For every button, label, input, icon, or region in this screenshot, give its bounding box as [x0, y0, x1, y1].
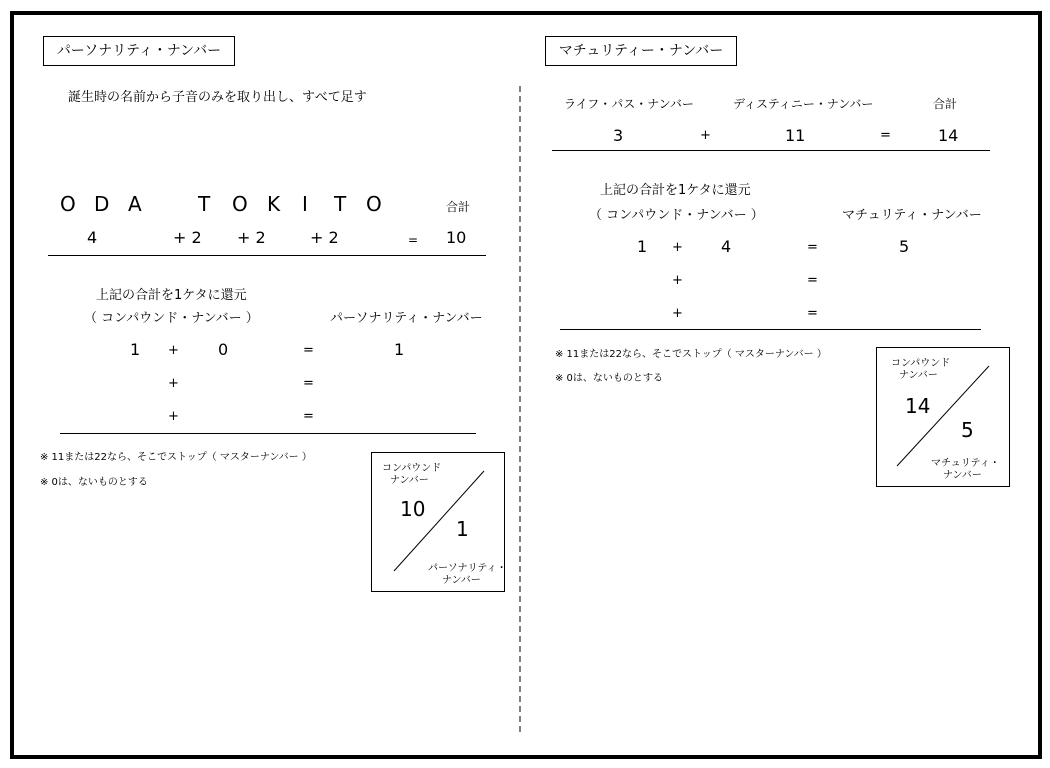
summary-bottom-label: マチュリティ・: [931, 458, 1000, 469]
summary-bottom-label: ナンバー: [442, 575, 481, 586]
name-letter: T: [198, 192, 211, 216]
summary-top-label: ナンバー: [899, 370, 938, 381]
name-letter: I: [302, 192, 308, 216]
maturity-compound-label: （ コンパウンド・ナンバー ）: [589, 208, 764, 223]
reduce-eq: =: [807, 306, 818, 321]
reduce-b: 4: [721, 237, 732, 256]
personality-compound-label: （ コンパウンド・ナンバー ）: [84, 311, 259, 326]
destiny-value: 11: [785, 126, 806, 145]
reduce-plus: +: [672, 240, 683, 255]
summary-bottom-label: パーソナリティ・: [428, 563, 507, 574]
personality-reduce-label: 上記の合計を1ケタに還元: [96, 288, 247, 303]
name-letter: D: [94, 192, 110, 216]
reduce-eq: =: [303, 343, 314, 358]
summary-compound-value: 10: [400, 497, 426, 521]
personality-title: パーソナリティ・ナンバー: [56, 43, 222, 59]
reduce-a: 1: [637, 237, 648, 256]
sum-term: 4: [87, 228, 98, 247]
sum-term: + 2: [173, 228, 202, 247]
header-sum: 合計: [933, 97, 958, 111]
reduce-plus: +: [672, 273, 683, 288]
personality-instruction: 誕生時の名前から子音のみを取り出し、すべて足す: [68, 90, 367, 105]
personality-title-box: [43, 36, 235, 66]
name-letter: K: [267, 192, 281, 216]
personality-result-header: パーソナリティ・ナンバー: [330, 311, 483, 326]
summary-top-label: ナンバー: [390, 475, 429, 486]
maturity-note-master: ※ 11または22なら、そこでストップ（ マスターナンバー ）: [555, 349, 827, 360]
summary-top-label: コンパウンド: [382, 463, 442, 474]
sum-equals: =: [408, 233, 419, 247]
personality-note-zero: ※ 0は、ないものとする: [40, 477, 148, 488]
center-divider: [515, 86, 525, 736]
personality-sum-label: 合計: [446, 200, 471, 214]
reduce-result: 5: [899, 237, 910, 256]
reduce-b: 0: [218, 340, 229, 359]
summary-top-label: コンパウンド: [891, 358, 951, 369]
life-path-value: 3: [613, 126, 624, 145]
personality-summary-box: [371, 452, 505, 592]
maturity-sum-underline: [552, 150, 990, 151]
reduce-plus: +: [168, 343, 179, 358]
maturity-title: マチュリティー・ナンバー: [558, 43, 724, 59]
name-letter: O: [366, 192, 382, 216]
personality-note-master: ※ 11または22なら、そこでストップ（ マスターナンバー ）: [40, 452, 312, 463]
summary-final-value: 5: [961, 418, 974, 442]
header-destiny: ディスティニー・ナンバー: [733, 97, 874, 111]
name-letter: A: [128, 192, 142, 216]
maturity-result-header: マチュリティ・ナンバー: [842, 208, 982, 223]
reduce-a: 1: [130, 340, 141, 359]
name-letter: O: [232, 192, 248, 216]
summary-final-value: 1: [456, 517, 469, 541]
reduce-plus: +: [168, 376, 179, 391]
reduce-underline: [60, 433, 476, 434]
reduce-eq: =: [807, 240, 818, 255]
sum-equals: =: [880, 128, 891, 143]
reduce-plus: +: [168, 409, 179, 424]
reduce-result: 1: [394, 340, 405, 359]
maturity-title-box: [545, 36, 737, 66]
maturity-note-zero: ※ 0は、ないものとする: [555, 373, 663, 384]
name-letter: T: [334, 192, 347, 216]
maturity-sum-total: 14: [938, 126, 959, 145]
maturity-reduce-underline: [560, 329, 981, 330]
sum-underline: [48, 255, 486, 256]
reduce-plus: +: [672, 306, 683, 321]
name-letter: O: [60, 192, 76, 216]
maturity-summary-box: [876, 347, 1010, 487]
personality-sum-total: 10: [446, 228, 467, 247]
reduce-eq: =: [807, 273, 818, 288]
summary-bottom-label: ナンバー: [943, 470, 982, 481]
maturity-reduce-label: 上記の合計を1ケタに還元: [600, 183, 751, 198]
reduce-eq: =: [303, 376, 314, 391]
header-life-path: ライフ・パス・ナンバー: [564, 97, 694, 111]
sum-term: + 2: [237, 228, 266, 247]
sum-plus: +: [700, 128, 711, 143]
reduce-eq: =: [303, 409, 314, 424]
sum-term: + 2: [310, 228, 339, 247]
summary-compound-value: 14: [905, 394, 931, 418]
